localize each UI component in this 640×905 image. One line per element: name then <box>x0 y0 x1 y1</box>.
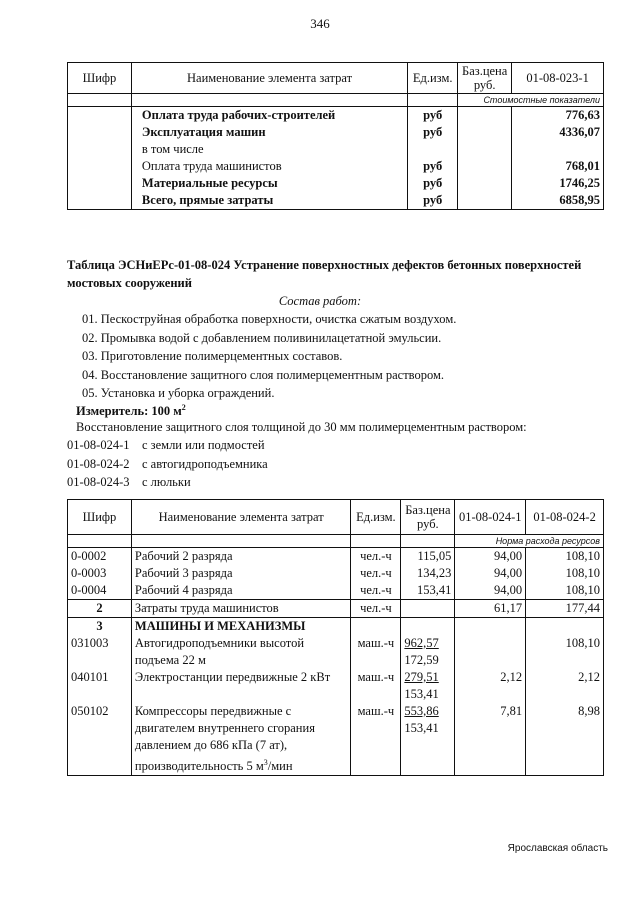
cell-code: 0-0004 <box>68 582 132 600</box>
header-unit: Ед.изм. <box>408 63 458 94</box>
cell-code: 3 <box>68 618 132 636</box>
footer-region: Ярославская область <box>507 843 608 854</box>
cell-norm-2: 8,98 <box>526 703 604 776</box>
table-row <box>68 158 604 175</box>
work-item: 01. Пескоструйная обработка поверхности, очистка сжатым воздухом. <box>82 312 457 326</box>
cell-name: в том числе <box>131 141 407 158</box>
cell-name: МАШИНЫ И МЕХАНИЗМЫ <box>131 618 351 636</box>
cell-price <box>458 124 512 141</box>
cell-code <box>68 141 132 158</box>
cell-unit: чел.-ч <box>351 600 401 618</box>
table-row <box>68 703 604 776</box>
cell-unit: чел.-ч <box>351 565 401 582</box>
cell-name <box>131 703 351 776</box>
cell-norm-2: 177,44 <box>526 600 604 618</box>
cell-price <box>401 669 455 703</box>
cell-price: 153,41 <box>401 582 455 600</box>
description: Восстановление защитного слоя толщиной до 30 мм полимерцементным раствором: <box>76 420 527 434</box>
cell-name: Рабочий 3 разряда <box>131 565 351 582</box>
header-norm-1: 01-08-024-1 <box>455 500 526 535</box>
cell-unit: маш.-ч <box>351 669 401 703</box>
price-secondary: 172,59 <box>404 653 439 667</box>
cell-name: Всего, прямые затраты <box>131 192 407 210</box>
table-row <box>68 600 604 618</box>
cell-code: 2 <box>68 600 132 618</box>
table-row <box>68 175 604 192</box>
table-row <box>68 141 604 158</box>
subheader-label: Норма расхода ресурсов <box>455 535 604 548</box>
cell-norm-1: 94,00 <box>455 582 526 600</box>
composition-heading: Состав работ: <box>278 294 362 308</box>
page-number: 346 <box>310 16 330 31</box>
header-norm: 01-08-023-1 <box>512 63 604 94</box>
header-norm-2: 01-08-024-2 <box>526 500 604 535</box>
cell-price <box>458 158 512 175</box>
cell-price <box>458 192 512 210</box>
cell-unit: руб <box>408 175 458 192</box>
cell-norm-2: 2,12 <box>526 669 604 703</box>
cell-name-line: производительность 5 $м^3$/мин <box>134 758 293 774</box>
cell-norm-1: 94,00 <box>455 565 526 582</box>
price-secondary: 153,41 <box>404 687 439 701</box>
variant-code: 01-08-024-2 <box>67 456 130 471</box>
table-row <box>68 192 604 210</box>
work-item: 05. Установка и уборка ограждений. <box>82 386 275 400</box>
cell-name-line: Автогидроподъемники высотой <box>134 636 305 650</box>
work-item: 02. Промывка водой с добавлением поливинилацетатной эмульсии. <box>82 330 442 345</box>
cell-name-line: двигателем внутреннего сгорания <box>134 721 315 735</box>
cell-unit: маш.-ч <box>351 635 401 669</box>
work-item: 04. Восстановление защитного слоя полимерцементным раствором. <box>82 367 445 382</box>
table-subheader-row <box>68 94 604 107</box>
meter-label: Измеритель: 100 $м^2$ <box>76 403 186 419</box>
subheader-label: Стоимостные показатели <box>458 94 604 107</box>
variant-text: с автогидроподъемника <box>142 456 268 471</box>
cell-name: Затраты труда машинистов <box>131 600 351 618</box>
cell-price <box>458 107 512 125</box>
cell-code <box>68 158 132 175</box>
table-row <box>68 107 604 125</box>
header-unit: Ед.изм. <box>351 500 401 535</box>
cell-name: Рабочий 2 разряда <box>131 548 351 566</box>
cell-value: 4336,07 <box>512 124 604 141</box>
cell-name-line: давлением до 686 кПа (7 ат), <box>134 738 288 752</box>
variant-code: 01-08-024-3 <box>67 475 130 489</box>
cell-unit: руб <box>408 158 458 175</box>
cell-code: 0-0002 <box>68 548 132 566</box>
cell-unit: чел.-ч <box>351 582 401 600</box>
cell-price: 115,05 <box>401 548 455 566</box>
cell-price <box>401 703 455 776</box>
cell-name <box>131 635 351 669</box>
header-price: Баз.цена руб. <box>458 63 512 94</box>
cell-price <box>401 600 455 618</box>
cell-code: 031003 <box>68 635 132 669</box>
cell-code <box>68 124 132 141</box>
cell-unit: чел.-ч <box>351 548 401 566</box>
cell-unit: руб <box>408 192 458 210</box>
cost-indicators-table <box>67 62 604 210</box>
cell-name: Оплата труда рабочих-строителей <box>131 107 407 125</box>
cell-name: Рабочий 4 разряда <box>131 582 351 600</box>
cell-norm-2: 108,10 <box>526 565 604 582</box>
table-row <box>68 582 604 600</box>
cell-name-line: Компрессоры передвижные с <box>134 704 292 718</box>
price-primary: 279,51 <box>404 670 439 684</box>
price-primary: 553,86 <box>404 704 439 718</box>
cell-unit: руб <box>408 124 458 141</box>
header-code: Шифр <box>68 500 132 535</box>
cell-price <box>458 141 512 158</box>
section-title: Таблица ЭСНиЕРс-01-08-024 Устранение поверхностных дефектов бетонных поверхностей <box>67 258 582 272</box>
cell-code <box>68 175 132 192</box>
cell-unit: руб <box>408 107 458 125</box>
cell-unit: маш.-ч <box>351 703 401 776</box>
cell-code <box>68 107 132 125</box>
table-row <box>68 669 604 703</box>
cell-norm-1: 2,12 <box>455 669 526 703</box>
cell-unit <box>408 141 458 158</box>
price-primary: 962,57 <box>404 636 439 650</box>
cell-name: Материальные ресурсы <box>131 175 407 192</box>
cell-value: 768,01 <box>512 158 604 175</box>
header-price: Баз.цена руб. <box>401 500 455 535</box>
cell-name-line: Электростанции передвижные 2 кВт <box>134 670 331 684</box>
cell-norm-2: 108,10 <box>526 548 604 566</box>
variant-text: с земли или подмостей <box>142 438 265 452</box>
cell-norm-1: 94,00 <box>455 548 526 566</box>
cell-value: 776,63 <box>512 107 604 125</box>
cell-code: 0-0003 <box>68 565 132 582</box>
cell-name: Эксплуатация машин <box>131 124 407 141</box>
cell-unit <box>351 618 401 636</box>
table-subheader-row <box>68 535 604 548</box>
price-secondary: 153,41 <box>404 721 439 735</box>
cell-name: Оплата труда машинистов <box>131 158 407 175</box>
cell-price <box>401 618 455 636</box>
table-row <box>68 565 604 582</box>
cell-value <box>512 141 604 158</box>
cell-code: 040101 <box>68 669 132 703</box>
cell-norm-1 <box>455 635 526 669</box>
cell-norm-2: 108,10 <box>526 635 604 669</box>
cell-norm-1: 61,17 <box>455 600 526 618</box>
header-name: Наименование элемента затрат <box>131 500 351 535</box>
header-code: Шифр <box>68 63 132 94</box>
cell-price: 134,23 <box>401 565 455 582</box>
cell-norm-2: 108,10 <box>526 582 604 600</box>
table-row <box>68 124 604 141</box>
table-row <box>68 548 604 566</box>
table-header-row <box>68 500 604 535</box>
header-name: Наименование элемента затрат <box>131 63 407 94</box>
cell-code <box>68 192 132 210</box>
cell-price <box>458 175 512 192</box>
variant-text: с люльки <box>142 475 191 489</box>
table-row <box>68 618 604 636</box>
cell-code: 050102 <box>68 703 132 776</box>
cell-norm-1 <box>455 618 526 636</box>
cell-value: 6858,95 <box>512 192 604 210</box>
cell-value: 1746,25 <box>512 175 604 192</box>
resources-table <box>67 499 604 776</box>
cell-price <box>401 635 455 669</box>
cell-name <box>131 669 351 703</box>
table-header-row <box>68 63 604 94</box>
cell-norm-2 <box>526 618 604 636</box>
cell-name-line: подъема 22 м <box>134 653 206 667</box>
variant-code: 01-08-024-1 <box>67 438 130 452</box>
table-row <box>68 635 604 669</box>
cell-norm-1: 7,81 <box>455 703 526 776</box>
section-title-cont: мостовых сооружений <box>67 276 192 290</box>
work-item: 03. Приготовление полимерцементных составов. <box>82 349 343 363</box>
